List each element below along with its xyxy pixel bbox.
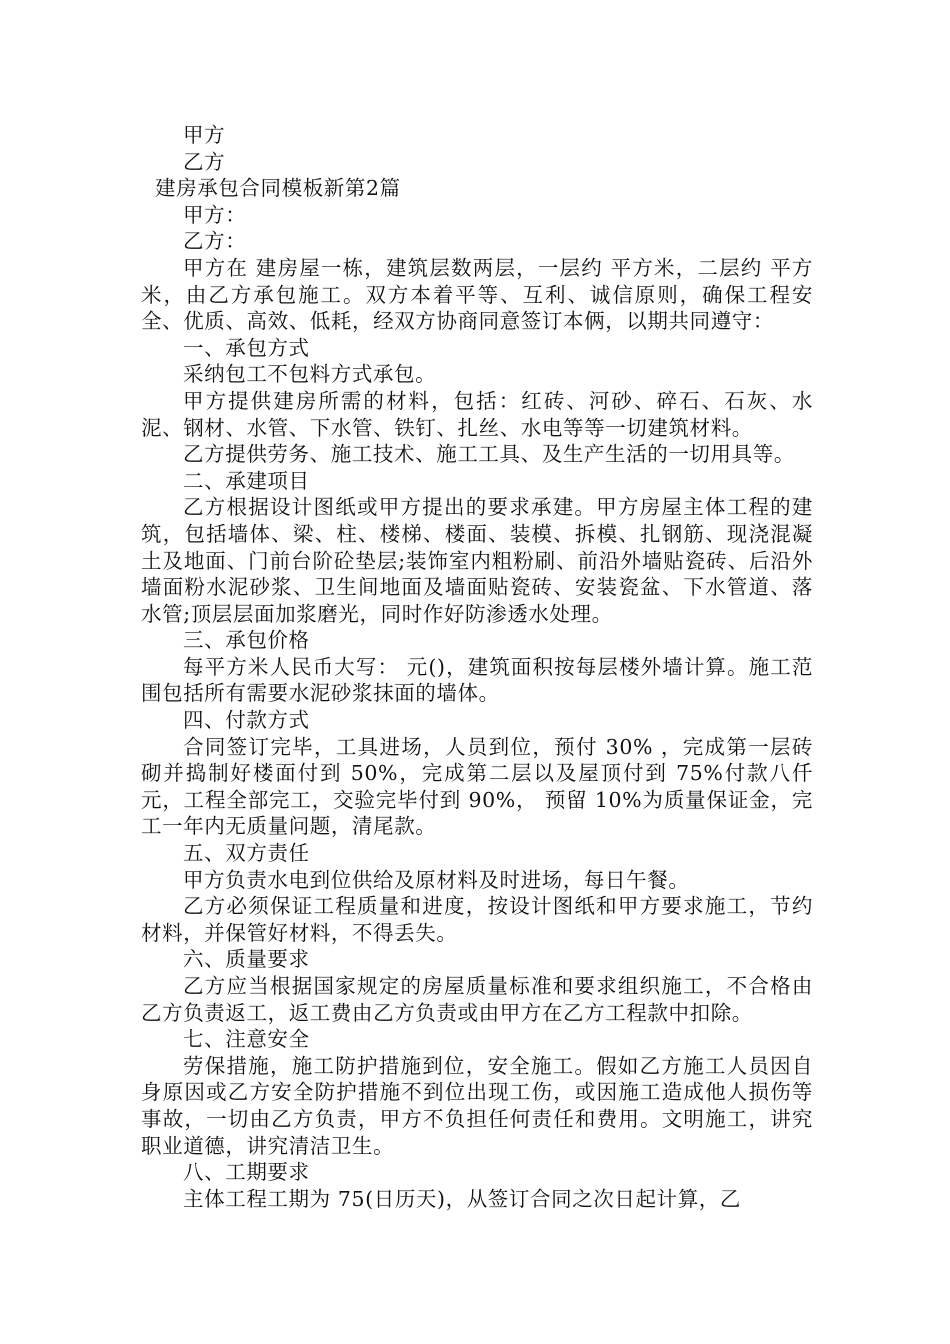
document-title: 建房承包合同模板新第2篇 xyxy=(155,176,401,201)
section-heading-2: 二、承建项目 xyxy=(183,468,310,493)
section-5-paragraph-1: 甲方负责水电到位供给及原材料及时进场，每日午餐。 xyxy=(183,867,690,892)
section-6-paragraph-1: 乙方应当根据国家规定的房屋质量标准和要求组织施工，不合格由乙方负责返工，返工费由乙方负责或由甲方在乙方工程款中扣除。 xyxy=(141,974,813,1025)
section-1-paragraph-1: 采纳包工不包料方式承包。 xyxy=(183,362,437,387)
section-3-paragraph-1: 每平方米人民币大写： 元()，建筑面积按每层楼外墙计算。施工范围包括所有需要水泥砂浆抹面的墙体。 xyxy=(141,654,813,706)
party-a-label: 甲方 xyxy=(183,123,226,147)
party-b-field: 乙方： xyxy=(183,229,247,254)
section-heading-1: 一、承包方式 xyxy=(183,335,310,360)
section-heading-3: 三、承包价格 xyxy=(183,628,310,653)
section-1-paragraph-2: 甲方提供建房所需的材料，包括：红砖、河砂、碎石、石灰、水泥、钢材、水管、下水管、铁钉、扎丝、水电等等一切建筑材料。 xyxy=(141,388,813,440)
intro-paragraph: 甲方在 建房屋一栋，建筑层数两层，一层约 平方米，二层约 平方米，由乙方承包施工。双方本着平等、互利、诚信原则，确保工程安全、优质、高效、低耗，经双方协商同意签订本俩，以期共同遵守： xyxy=(141,255,813,334)
section-heading-8: 八、工期要求 xyxy=(183,1160,310,1185)
section-2-paragraph-1: 乙方根据设计图纸或甲方提出的要求承建。甲方房屋主体工程的建筑，包括墙体、梁、柱、楼梯、楼面、装模、拆模、扎钢筋、现浇混凝土及地面、门前台阶砼垫层;装饰室内粗粉刷、前沿外墙贴瓷砖、后沿外墙面粉水泥砂浆、卫生间地面及墙面贴瓷砖、安装瓷盆、下水管道、落水管;顶层层面加浆磨光，同时作好防渗透水处理。 xyxy=(141,495,813,626)
section-heading-7: 七、注意安全 xyxy=(183,1027,310,1052)
section-heading-6: 六、质量要求 xyxy=(183,947,310,972)
section-heading-5: 五、双方责任 xyxy=(183,841,310,866)
section-4-paragraph-1: 合同签订完毕，工具进场，人员到位，预付 30% ，完成第一层砖砌并捣制好楼面付到 50%，完成第二层以及屋顶付到 75%付款八仟元，工程全部完工，交验完毕付到 90%， 预留 10%为质量保证金，完工一年内无质量问题，清尾款。 xyxy=(141,734,813,839)
party-a-field: 甲方： xyxy=(183,202,247,227)
section-7-paragraph-1: 劳保措施，施工防护措施到位，安全施工。假如乙方施工人员因自身原因或乙方安全防护措施不到位出现工伤，或因施工造成他人损伤等事故，一切由乙方负责，甲方不负担任何责任和费用。文明施工，讲究职业道德，讲究清洁卫生。 xyxy=(141,1053,813,1158)
party-b-label: 乙方 xyxy=(183,149,226,174)
section-8-paragraph-1: 主体工程工期为 75(日历天)，从签订合同之次日起计算，乙 xyxy=(183,1186,742,1211)
section-5-paragraph-2: 乙方必须保证工程质量和进度，按设计图纸和甲方要求施工，节约材料，并保管好材料，不得丢失。 xyxy=(141,894,813,945)
section-heading-4: 四、付款方式 xyxy=(183,708,310,733)
contract-document xyxy=(141,122,813,1212)
section-1-paragraph-3: 乙方提供劳务、施工技术、施工工具、及生产生活的一切用具等。 xyxy=(183,442,795,467)
